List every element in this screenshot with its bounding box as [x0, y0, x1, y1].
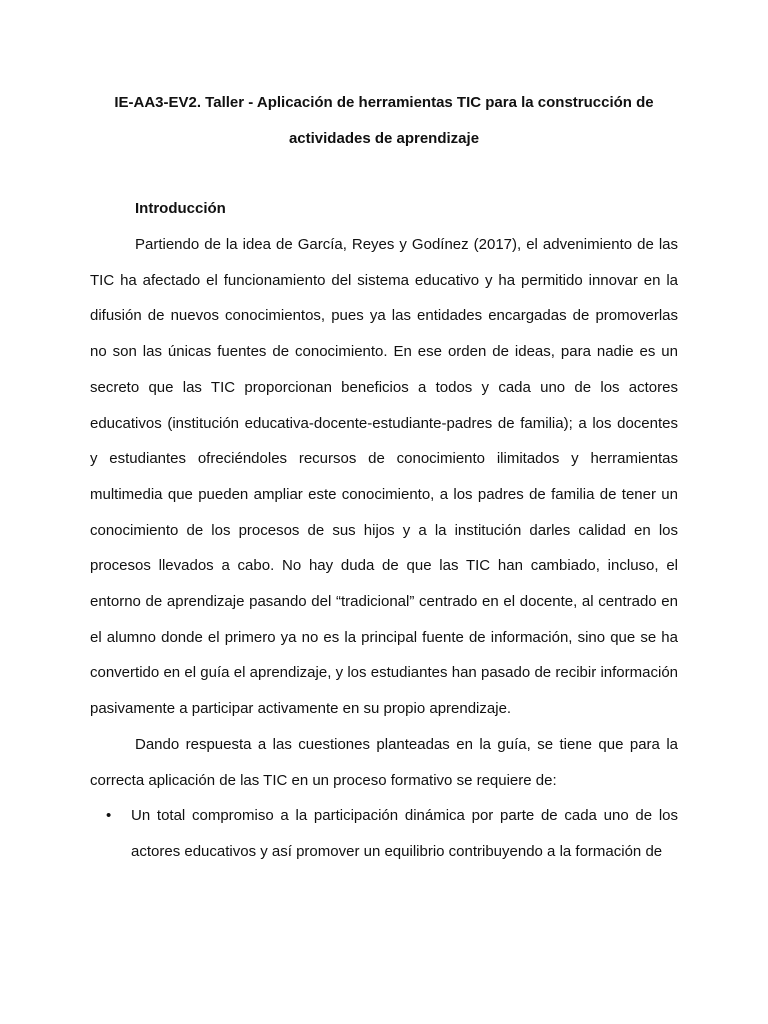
list-item-text: Un total compromiso a la participación dinámica por parte de cada uno de los actores educativos y así promover un equilibrio contribuyendo a la formación de [131, 807, 678, 860]
bullet-marker: • [106, 807, 112, 824]
list-item [90, 798, 678, 869]
section-heading: Introducción [135, 200, 226, 217]
document-title: IE-AA3-EV2. Taller - Aplicación de herramientas TIC para la construcción de actividades de aprendizaje [114, 94, 654, 147]
paragraph-introduction: Partiendo de la idea de García, Reyes y Godínez (2017), el advenimiento de las TIC ha afectado el funcionamiento del sistema educativo y ha permitido innovar en la difusión de nuevos conocimientos, pues ya las entidades encargadas de promoverlas no son las únicas fuentes de conocimiento. En ese orden de ideas, para nadie es un secreto que las TIC proporcionan beneficios a todos y cada uno de los actores educativos (institución educativa-docente-estudiante-padres de familia); a los docentes y estudiantes ofreciéndoles recursos de conocimiento ilimitados y herramientas multimedia que pueden ampliar este conocimiento, a los padres de familia de tener un conocimiento de los procesos de sus hijos y a la institución darles calidad en los procesos llevados a cabo. No hay duda de que las TIC han cambiado, incluso, el entorno de aprendizaje pasando del “tradicional” centrado en el docente, al centrado en el alumno donde el primero ya no es la principal fuente de información, sino que se ha convertido en el guía el aprendizaje, y los estudiantes han pasado de recibir información pasivamente a participar activamente en su propio aprendizaje. [90, 236, 678, 718]
paragraph-requirements: Dando respuesta a las cuestiones planteadas en la guía, se tiene que para la correcta aplicación de las TIC en un proceso formativo se requiere de: [90, 736, 678, 789]
bullet-list [90, 798, 678, 869]
